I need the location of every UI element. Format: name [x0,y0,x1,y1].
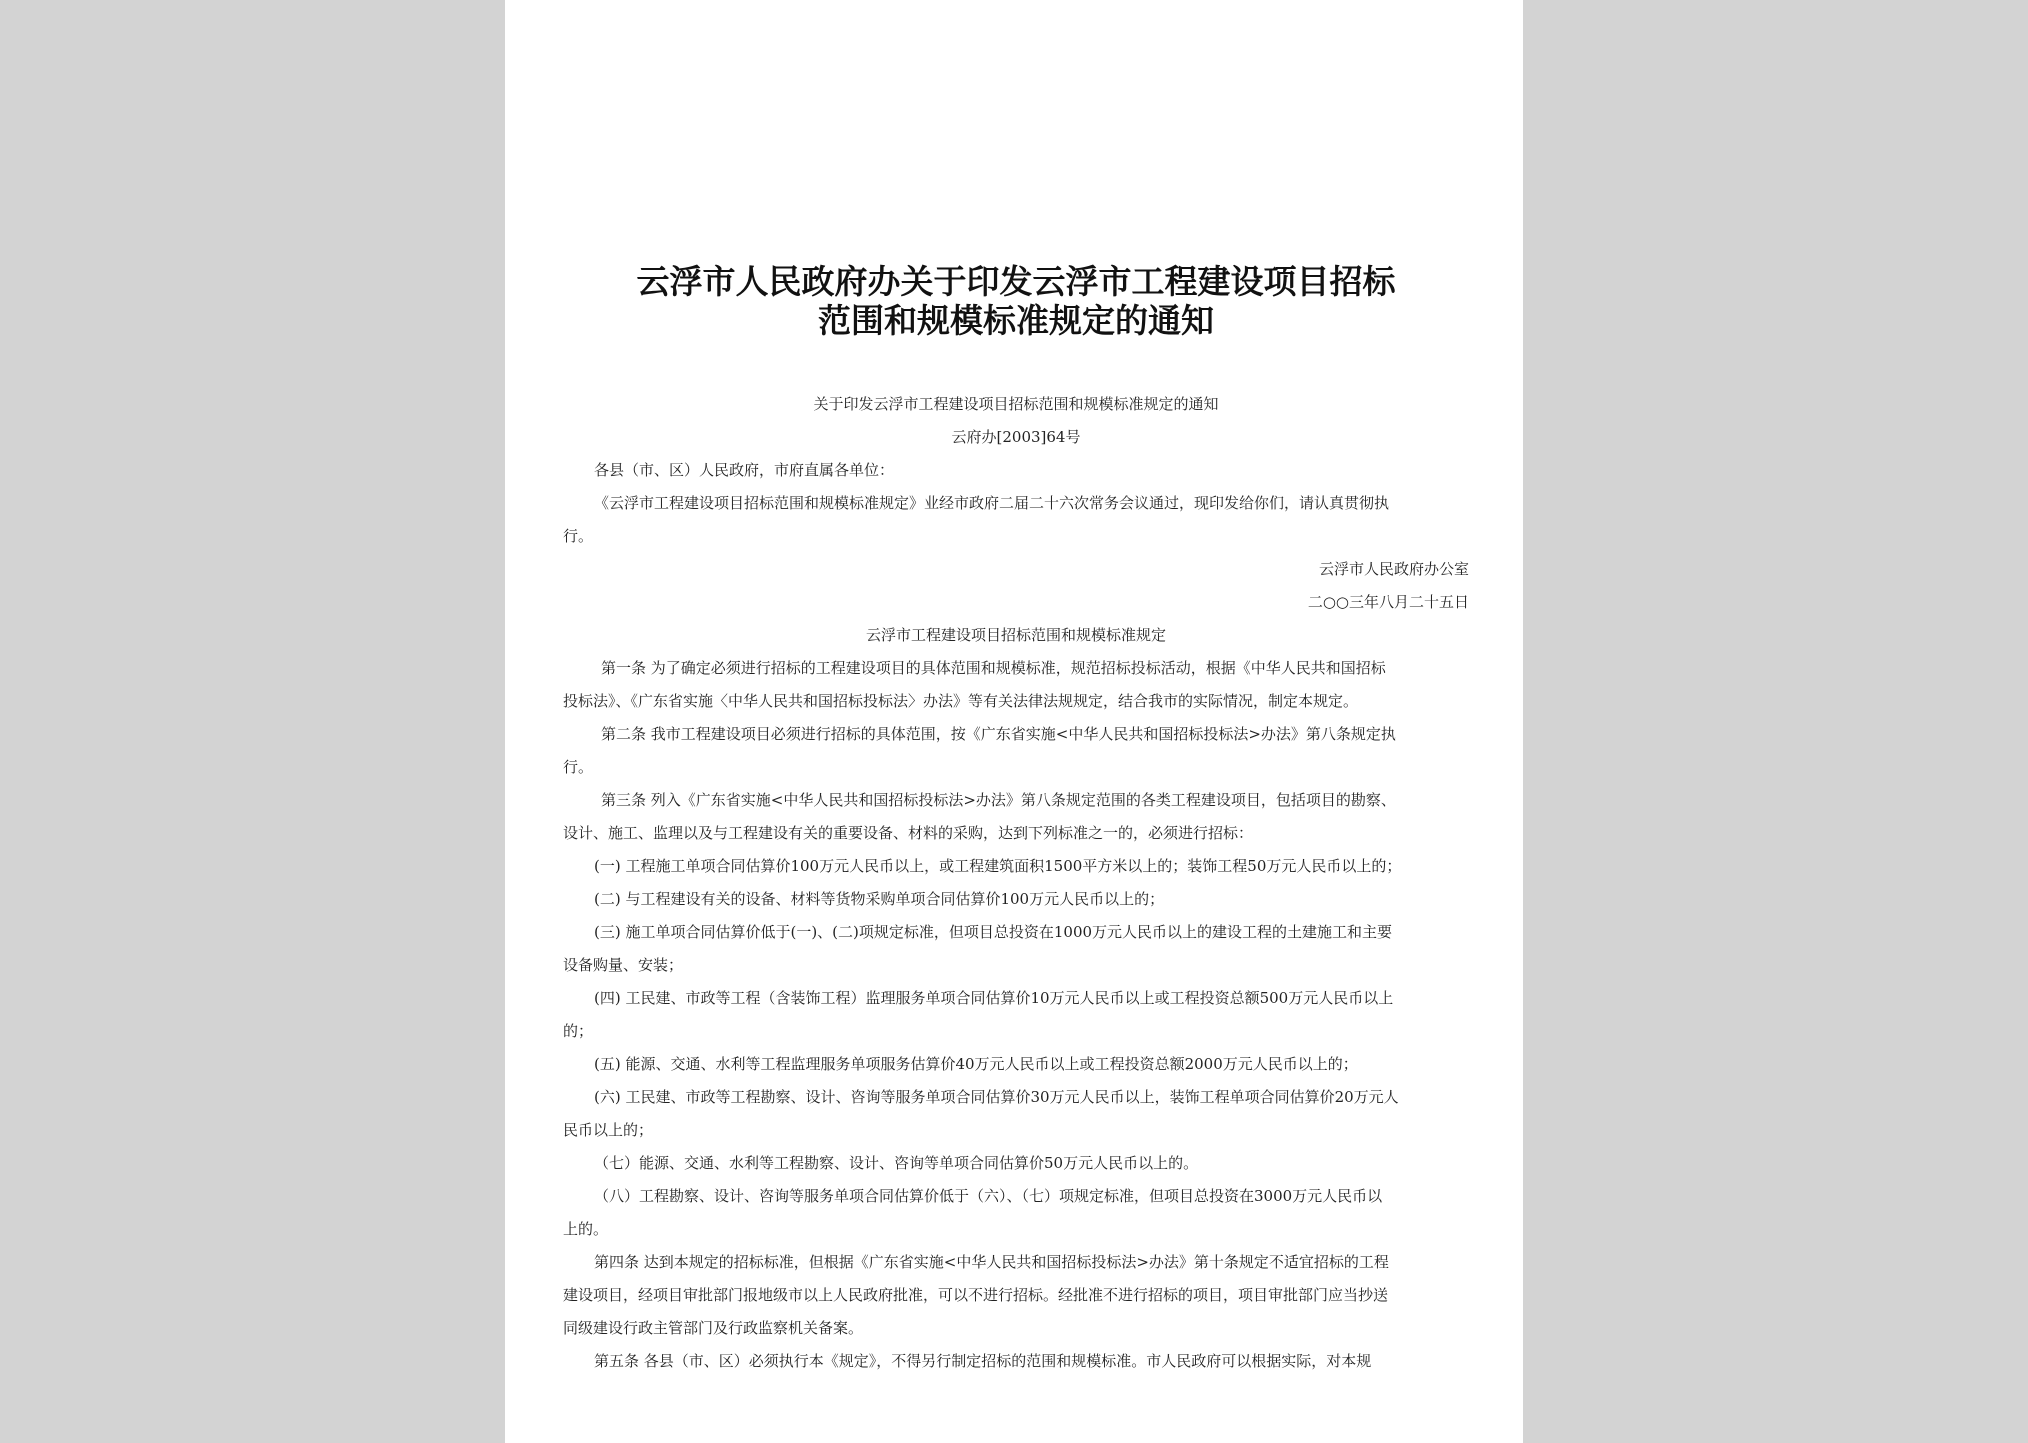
item-5: (五) 能源、交通、水利等工程监理服务单项服务估算价40万元人民币以上或工程投资总额2000万元人民币以上的； [594,1055,1358,1073]
notice-subtitle: 关于印发云浮市工程建设项目招标范围和规模标准规定的通知 [813,395,1219,413]
item-7: （七）能源、交通、水利等工程勘察、设计、咨询等单项合同估算价50万元人民币以上的。 [594,1154,1199,1172]
article-1-line-2: 投标法》、《广东省实施〈中华人民共和国招标投标法〉办法》等有关法律法规规定，结合我市的实际情况，制定本规定。 [563,692,1359,710]
article-4-line-2: 建设项目，经项目审批部门报地级市以上人民政府批准，可以不进行招标。经批准不进行招标的项目，项目审批部门应当抄送 [563,1286,1389,1304]
article-5-line-1: 第五条 各县（市、区）必须执行本《规定》，不得另行制定招标的范围和规模标准。市人民政府可以根据实际，对本规 [594,1352,1372,1370]
article-3-line-1: 第三条 列入《广东省实施<中华人民共和国招标投标法>办法》第八条规定范围的各类工程建设项目，包括项目的勘察、 [601,791,1396,809]
issue-date: 二○○三年八月二十五日 [1307,593,1469,611]
item-4-line-2: 的； [563,1022,594,1040]
document-title-line-2: 范围和规模标准规定的通知 [818,301,1214,340]
item-3-line-2: 设备购量、安装； [563,956,684,974]
item-8-line-1: （八）工程勘察、设计、咨询等服务单项合同估算价低于（六）、（七）项规定标准，但项目总投资在3000万元人民币以 [594,1187,1383,1205]
document-title-line-1: 云浮市人民政府办关于印发云浮市工程建设项目招标 [636,262,1396,301]
item-8-line-2: 上的。 [563,1220,609,1238]
title-spacer [563,340,1469,388]
article-3-line-2: 设计、施工、监理以及与工程建设有关的重要设备、材料的采购，达到下列标准之一的，必须进行招标： [563,824,1254,842]
document-number: 云府办[2003]64号 [951,428,1081,446]
item-3-line-1: (三) 施工单项合同估算价低于(一)、(二)项规定标准，但项目总投资在1000万元人民币以上的建设工程的土建施工和主要 [594,923,1393,941]
article-4-line-3: 同级建设行政主管部门及行政监察机关备案。 [563,1319,864,1337]
item-2: (二) 与工程建设有关的设备、材料等货物采购单项合同估算价100万元人民币以上的； [594,890,1165,908]
article-1-line-1: 第一条 为了确定必须进行招标的工程建设项目的具体范围和规模标准，规范招标投标活动，根据《中华人民共和国招标 [601,659,1386,677]
regulation-title: 云浮市工程建设项目招标范围和规模标准规定 [865,626,1166,644]
article-2-line-2: 行。 [563,758,594,776]
item-4-line-1: (四) 工民建、市政等工程（含装饰工程）监理服务单项合同估算价10万元人民币以上或工程投资总额500万元人民币以上 [594,989,1394,1007]
issuer: 云浮市人民政府办公室 [1318,560,1469,578]
article-4-line-1: 第四条 达到本规定的招标标准，但根据《广东省实施<中华人民共和国招标投标法>办法》第十条规定不适宜招标的工程 [594,1253,1389,1271]
document-content [563,262,1469,1378]
item-6-line-2: 民币以上的； [563,1121,654,1139]
document-page [505,0,1523,1443]
item-1: (一) 工程施工单项合同估算价100万元人民币以上，或工程建筑面积1500平方米以上的；装饰工程50万元人民币以上的； [594,857,1402,875]
intro-line-1: 《云浮市工程建设项目招标范围和规模标准规定》业经市政府二届二十六次常务会议通过，现印发给你们，请认真贯彻执 [594,494,1390,512]
intro-line-2: 行。 [563,527,594,545]
salutation: 各县（市、区）人民政府，市府直属各单位： [594,461,895,479]
item-6-line-1: (六) 工民建、市政等工程勘察、设计、咨询等服务单项合同估算价30万元人民币以上，装饰工程单项合同估算价20万元人 [594,1088,1399,1106]
article-2-line-1: 第二条 我市工程建设项目必须进行招标的具体范围，按《广东省实施<中华人民共和国招标投标法>办法》第八条规定执 [601,725,1396,743]
